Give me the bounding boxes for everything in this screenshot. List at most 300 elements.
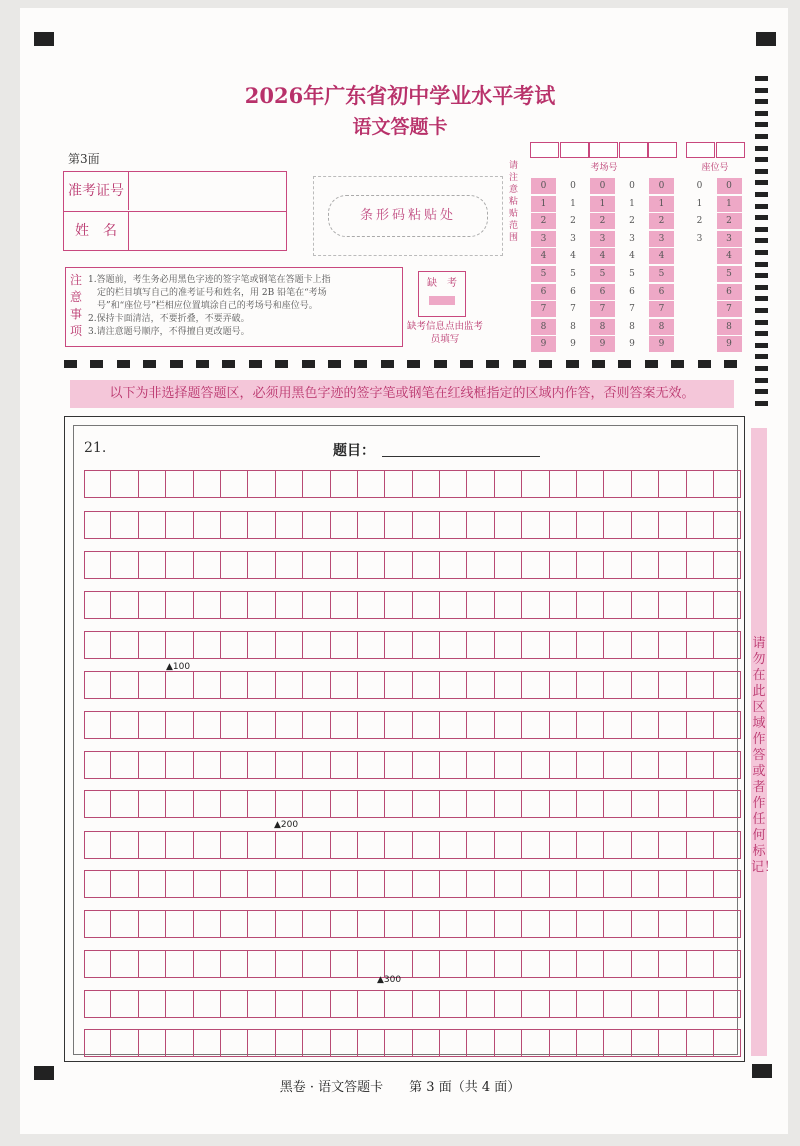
grid-cell[interactable] [440, 751, 467, 779]
exam-room-digit-bubble[interactable]: 2 [570, 216, 576, 227]
exam-room-digit-bubble[interactable]: 8 [570, 321, 576, 332]
exam-room-digit-bubble[interactable]: 3 [570, 233, 576, 244]
grid-cell[interactable] [687, 790, 714, 818]
grid-cell[interactable] [221, 551, 248, 579]
grid-row[interactable] [84, 511, 741, 539]
grid-cell[interactable] [604, 551, 631, 579]
exam-room-digit-bubble[interactable]: 2 [531, 213, 556, 229]
grid-cell[interactable] [495, 591, 522, 619]
exam-room-digit-bubble[interactable]: 7 [649, 301, 674, 317]
grid-cell[interactable] [84, 790, 111, 818]
grid-cell[interactable] [248, 711, 275, 739]
grid-cell[interactable] [111, 910, 138, 938]
grid-cell[interactable] [139, 950, 166, 978]
grid-cell[interactable] [84, 950, 111, 978]
grid-cell[interactable] [550, 631, 577, 659]
grid-row[interactable] [84, 831, 741, 859]
grid-cell[interactable] [194, 870, 221, 898]
grid-cell[interactable] [331, 910, 358, 938]
grid-cell[interactable] [194, 950, 221, 978]
exam-room-digit-bubble[interactable]: 0 [570, 181, 576, 191]
grid-cell[interactable] [522, 1029, 549, 1057]
grid-cell[interactable] [111, 831, 138, 859]
grid-cell[interactable] [632, 1029, 659, 1057]
grid-cell[interactable] [413, 831, 440, 859]
grid-cell[interactable] [467, 831, 494, 859]
grid-cell[interactable] [111, 751, 138, 779]
grid-cell[interactable] [139, 751, 166, 779]
exam-room-digit-bubble[interactable]: 8 [531, 319, 556, 335]
grid-cell[interactable] [687, 551, 714, 579]
grid-cell[interactable] [331, 671, 358, 699]
grid-cell[interactable] [331, 551, 358, 579]
grid-cell[interactable] [440, 910, 467, 938]
grid-cell[interactable] [303, 671, 330, 699]
grid-cell[interactable] [659, 751, 686, 779]
grid-cell[interactable] [139, 910, 166, 938]
grid-cell[interactable] [687, 671, 714, 699]
grid-cell[interactable] [550, 950, 577, 978]
grid-cell[interactable] [385, 950, 412, 978]
grid-row[interactable] [84, 790, 741, 818]
grid-cell[interactable] [194, 910, 221, 938]
grid-cell[interactable] [276, 950, 303, 978]
grid-cell[interactable] [495, 751, 522, 779]
grid-cell[interactable] [385, 711, 412, 739]
grid-cell[interactable] [495, 511, 522, 539]
grid-cell[interactable] [84, 1029, 111, 1057]
exam-room-digit-bubble[interactable]: 3 [629, 233, 635, 244]
grid-cell[interactable] [577, 591, 604, 619]
grid-cell[interactable] [111, 711, 138, 739]
grid-cell[interactable] [495, 470, 522, 498]
grid-cell[interactable] [714, 631, 741, 659]
grid-cell[interactable] [139, 790, 166, 818]
grid-cell[interactable] [221, 831, 248, 859]
grid-cell[interactable] [714, 591, 741, 619]
grid-cell[interactable] [577, 950, 604, 978]
grid-cell[interactable] [248, 511, 275, 539]
grid-cell[interactable] [248, 990, 275, 1018]
grid-row[interactable] [84, 470, 741, 498]
grid-cell[interactable] [687, 631, 714, 659]
grid-cell[interactable] [111, 790, 138, 818]
grid-cell[interactable] [331, 591, 358, 619]
grid-cell[interactable] [166, 631, 193, 659]
grid-cell[interactable] [714, 470, 741, 498]
grid-cell[interactable] [495, 711, 522, 739]
exam-room-digit-bubble[interactable]: 7 [531, 301, 556, 317]
grid-cell[interactable] [467, 870, 494, 898]
exam-room-digit-bubble[interactable]: 1 [649, 196, 674, 212]
grid-cell[interactable] [604, 711, 631, 739]
grid-cell[interactable] [331, 950, 358, 978]
grid-row[interactable] [84, 950, 741, 978]
exam-room-digit-bubble[interactable]: 3 [590, 231, 615, 247]
grid-cell[interactable] [440, 790, 467, 818]
grid-cell[interactable] [522, 631, 549, 659]
grid-cell[interactable] [467, 1029, 494, 1057]
grid-cell[interactable] [604, 1029, 631, 1057]
grid-cell[interactable] [385, 631, 412, 659]
exam-room-digit-bubble[interactable]: 4 [590, 248, 615, 264]
grid-cell[interactable] [604, 910, 631, 938]
grid-cell[interactable] [194, 631, 221, 659]
grid-cell[interactable] [550, 831, 577, 859]
exam-room-digit-bubble[interactable]: 8 [649, 319, 674, 335]
grid-cell[interactable] [550, 551, 577, 579]
grid-cell[interactable] [139, 591, 166, 619]
grid-cell[interactable] [111, 990, 138, 1018]
grid-cell[interactable] [303, 950, 330, 978]
grid-cell[interactable] [550, 470, 577, 498]
exam-room-digit-bubble[interactable]: 8 [590, 319, 615, 335]
grid-cell[interactable] [248, 470, 275, 498]
grid-cell[interactable] [413, 671, 440, 699]
grid-cell[interactable] [139, 631, 166, 659]
exam-room-write-cell[interactable] [560, 142, 589, 158]
grid-cell[interactable] [522, 790, 549, 818]
grid-cell[interactable] [221, 751, 248, 779]
grid-cell[interactable] [467, 790, 494, 818]
grid-cell[interactable] [248, 831, 275, 859]
grid-cell[interactable] [467, 631, 494, 659]
exam-room-digit-bubble[interactable]: 6 [570, 286, 576, 297]
exam-room-digit-bubble[interactable]: 3 [531, 231, 556, 247]
seat-digit-bubble[interactable]: 6 [717, 284, 742, 300]
seat-digit-bubble[interactable]: 2 [696, 216, 703, 227]
exam-room-write-cell[interactable] [648, 142, 677, 158]
grid-row[interactable] [84, 910, 741, 938]
grid-cell[interactable] [550, 711, 577, 739]
grid-cell[interactable] [194, 831, 221, 859]
grid-cell[interactable] [413, 470, 440, 498]
grid-cell[interactable] [632, 751, 659, 779]
seat-digit-bubble[interactable]: 3 [696, 233, 703, 244]
exam-room-digit-bubble[interactable]: 8 [629, 321, 635, 332]
grid-cell[interactable] [358, 470, 385, 498]
grid-cell[interactable] [413, 711, 440, 739]
grid-cell[interactable] [714, 551, 741, 579]
grid-cell[interactable] [166, 870, 193, 898]
grid-cell[interactable] [550, 671, 577, 699]
grid-cell[interactable] [495, 950, 522, 978]
grid-cell[interactable] [632, 551, 659, 579]
grid-cell[interactable] [714, 671, 741, 699]
grid-cell[interactable] [111, 1029, 138, 1057]
grid-cell[interactable] [550, 1029, 577, 1057]
grid-cell[interactable] [194, 711, 221, 739]
grid-cell[interactable] [522, 831, 549, 859]
grid-cell[interactable] [659, 870, 686, 898]
grid-cell[interactable] [467, 511, 494, 539]
grid-cell[interactable] [194, 990, 221, 1018]
grid-cell[interactable] [221, 631, 248, 659]
grid-cell[interactable] [659, 790, 686, 818]
grid-cell[interactable] [166, 591, 193, 619]
grid-cell[interactable] [467, 910, 494, 938]
grid-cell[interactable] [248, 910, 275, 938]
grid-cell[interactable] [276, 831, 303, 859]
exam-room-digit-bubble[interactable]: 2 [590, 213, 615, 229]
grid-cell[interactable] [111, 870, 138, 898]
grid-cell[interactable] [632, 631, 659, 659]
grid-cell[interactable] [276, 711, 303, 739]
grid-cell[interactable] [632, 591, 659, 619]
seat-digit-bubble[interactable]: 4 [717, 248, 742, 264]
exam-room-digit-bubble[interactable]: 6 [531, 284, 556, 300]
grid-cell[interactable] [467, 591, 494, 619]
exam-room-digit-bubble[interactable]: 2 [629, 216, 635, 227]
grid-cell[interactable] [248, 671, 275, 699]
grid-cell[interactable] [522, 591, 549, 619]
grid-cell[interactable] [221, 990, 248, 1018]
grid-cell[interactable] [440, 990, 467, 1018]
exam-room-digit-bubble[interactable]: 1 [629, 198, 635, 209]
grid-cell[interactable] [194, 551, 221, 579]
grid-cell[interactable] [276, 511, 303, 539]
exam-room-digit-bubble[interactable]: 0 [629, 181, 635, 191]
grid-cell[interactable] [84, 511, 111, 539]
exam-room-digit-bubble[interactable]: 4 [649, 248, 674, 264]
grid-cell[interactable] [84, 870, 111, 898]
exam-room-digit-bubble[interactable]: 9 [590, 336, 615, 352]
grid-cell[interactable] [221, 910, 248, 938]
exam-room-digit-bubble[interactable]: 7 [629, 304, 635, 315]
grid-cell[interactable] [303, 910, 330, 938]
grid-cell[interactable] [632, 511, 659, 539]
grid-cell[interactable] [358, 950, 385, 978]
grid-cell[interactable] [522, 910, 549, 938]
grid-cell[interactable] [385, 671, 412, 699]
grid-cell[interactable] [276, 910, 303, 938]
grid-cell[interactable] [84, 631, 111, 659]
grid-cell[interactable] [358, 910, 385, 938]
grid-cell[interactable] [303, 631, 330, 659]
grid-row[interactable] [84, 671, 741, 699]
grid-cell[interactable] [550, 790, 577, 818]
grid-cell[interactable] [495, 831, 522, 859]
exam-room-digit-bubble[interactable]: 9 [649, 336, 674, 352]
exam-room-digit-bubble[interactable]: 5 [570, 269, 576, 279]
grid-row[interactable] [84, 551, 741, 579]
grid-cell[interactable] [331, 990, 358, 1018]
grid-cell[interactable] [522, 950, 549, 978]
grid-cell[interactable] [522, 990, 549, 1018]
grid-cell[interactable] [577, 551, 604, 579]
grid-cell[interactable] [604, 511, 631, 539]
grid-cell[interactable] [385, 511, 412, 539]
grid-cell[interactable] [714, 910, 741, 938]
grid-cell[interactable] [467, 950, 494, 978]
grid-cell[interactable] [550, 591, 577, 619]
grid-cell[interactable] [632, 790, 659, 818]
seat-digit-bubble[interactable]: 5 [717, 266, 742, 282]
grid-cell[interactable] [577, 671, 604, 699]
grid-cell[interactable] [495, 870, 522, 898]
grid-cell[interactable] [166, 910, 193, 938]
grid-cell[interactable] [84, 751, 111, 779]
grid-cell[interactable] [84, 711, 111, 739]
grid-cell[interactable] [194, 790, 221, 818]
grid-cell[interactable] [714, 870, 741, 898]
grid-cell[interactable] [166, 950, 193, 978]
grid-cell[interactable] [194, 591, 221, 619]
exam-room-digit-bubble[interactable]: 6 [629, 286, 635, 297]
grid-cell[interactable] [577, 711, 604, 739]
grid-cell[interactable] [385, 470, 412, 498]
grid-cell[interactable] [413, 870, 440, 898]
grid-cell[interactable] [248, 591, 275, 619]
grid-cell[interactable] [385, 1029, 412, 1057]
grid-cell[interactable] [194, 1029, 221, 1057]
grid-cell[interactable] [248, 631, 275, 659]
grid-cell[interactable] [166, 831, 193, 859]
grid-cell[interactable] [413, 591, 440, 619]
name-row[interactable] [64, 211, 286, 250]
grid-cell[interactable] [331, 511, 358, 539]
grid-cell[interactable] [413, 950, 440, 978]
grid-cell[interactable] [84, 831, 111, 859]
grid-cell[interactable] [331, 1029, 358, 1057]
grid-cell[interactable] [604, 671, 631, 699]
grid-cell[interactable] [550, 990, 577, 1018]
grid-cell[interactable] [604, 790, 631, 818]
grid-cell[interactable] [276, 591, 303, 619]
grid-cell[interactable] [687, 831, 714, 859]
exam-room-digit-bubble[interactable]: 4 [531, 248, 556, 264]
grid-cell[interactable] [495, 551, 522, 579]
exam-room-digit-bubble[interactable]: 1 [570, 198, 576, 209]
grid-cell[interactable] [194, 751, 221, 779]
grid-cell[interactable] [714, 831, 741, 859]
grid-cell[interactable] [659, 591, 686, 619]
grid-cell[interactable] [577, 470, 604, 498]
grid-cell[interactable] [495, 990, 522, 1018]
grid-cell[interactable] [632, 990, 659, 1018]
grid-cell[interactable] [358, 511, 385, 539]
seat-write-cell[interactable] [686, 142, 715, 158]
exam-room-digit-bubble[interactable]: 9 [531, 336, 556, 352]
grid-cell[interactable] [440, 511, 467, 539]
grid-cell[interactable] [413, 511, 440, 539]
grid-cell[interactable] [166, 511, 193, 539]
grid-cell[interactable] [303, 990, 330, 1018]
grid-cell[interactable] [714, 751, 741, 779]
grid-cell[interactable] [659, 990, 686, 1018]
grid-cell[interactable] [659, 1029, 686, 1057]
exam-room-digit-bubble[interactable]: 0 [531, 178, 556, 194]
grid-cell[interactable] [111, 950, 138, 978]
grid-cell[interactable] [714, 711, 741, 739]
grid-cell[interactable] [221, 511, 248, 539]
grid-cell[interactable] [248, 790, 275, 818]
grid-cell[interactable] [166, 711, 193, 739]
grid-cell[interactable] [248, 551, 275, 579]
grid-cell[interactable] [604, 990, 631, 1018]
grid-cell[interactable] [303, 551, 330, 579]
grid-cell[interactable] [276, 790, 303, 818]
seat-digit-bubble[interactable]: 9 [717, 336, 742, 352]
grid-cell[interactable] [276, 671, 303, 699]
exam-room-digit-bubble[interactable]: 5 [649, 266, 674, 282]
grid-cell[interactable] [413, 751, 440, 779]
grid-cell[interactable] [276, 470, 303, 498]
grid-cell[interactable] [550, 511, 577, 539]
grid-cell[interactable] [166, 1029, 193, 1057]
grid-cell[interactable] [276, 751, 303, 779]
grid-cell[interactable] [659, 831, 686, 859]
grid-cell[interactable] [139, 1029, 166, 1057]
grid-cell[interactable] [440, 711, 467, 739]
grid-cell[interactable] [522, 470, 549, 498]
absent-box[interactable] [418, 271, 466, 317]
grid-cell[interactable] [358, 790, 385, 818]
grid-cell[interactable] [577, 511, 604, 539]
grid-cell[interactable] [166, 470, 193, 498]
exam-room-digit-bubble[interactable]: 7 [570, 304, 576, 315]
absent-bubble[interactable] [429, 296, 455, 305]
exam-room-digit-bubble[interactable]: 9 [629, 339, 635, 350]
grid-cell[interactable] [577, 831, 604, 859]
grid-cell[interactable] [659, 511, 686, 539]
grid-cell[interactable] [221, 1029, 248, 1057]
grid-cell[interactable] [139, 671, 166, 699]
grid-cell[interactable] [84, 470, 111, 498]
grid-cell[interactable] [687, 751, 714, 779]
grid-cell[interactable] [331, 831, 358, 859]
grid-cell[interactable] [604, 831, 631, 859]
grid-cell[interactable] [303, 870, 330, 898]
grid-cell[interactable] [522, 671, 549, 699]
grid-cell[interactable] [577, 751, 604, 779]
exam-room-digit-bubble[interactable]: 5 [531, 266, 556, 282]
grid-cell[interactable] [687, 511, 714, 539]
grid-cell[interactable] [166, 990, 193, 1018]
grid-cell[interactable] [358, 591, 385, 619]
grid-cell[interactable] [221, 950, 248, 978]
grid-cell[interactable] [331, 631, 358, 659]
exam-room-digit-bubble[interactable]: 1 [590, 196, 615, 212]
grid-cell[interactable] [248, 1029, 275, 1057]
grid-cell[interactable] [440, 591, 467, 619]
grid-cell[interactable] [577, 790, 604, 818]
grid-cell[interactable] [111, 671, 138, 699]
grid-cell[interactable] [413, 551, 440, 579]
grid-cell[interactable] [111, 551, 138, 579]
grid-cell[interactable] [632, 711, 659, 739]
grid-cell[interactable] [166, 671, 193, 699]
grid-cell[interactable] [604, 950, 631, 978]
grid-cell[interactable] [522, 870, 549, 898]
exam-room-digit-bubble[interactable]: 6 [649, 284, 674, 300]
grid-cell[interactable] [358, 551, 385, 579]
grid-cell[interactable] [659, 910, 686, 938]
grid-cell[interactable] [84, 551, 111, 579]
grid-cell[interactable] [604, 591, 631, 619]
grid-cell[interactable] [440, 671, 467, 699]
exam-room-write-cell[interactable] [619, 142, 648, 158]
grid-cell[interactable] [331, 470, 358, 498]
grid-cell[interactable] [358, 671, 385, 699]
grid-row[interactable] [84, 870, 741, 898]
grid-cell[interactable] [276, 631, 303, 659]
grid-cell[interactable] [632, 870, 659, 898]
grid-cell[interactable] [358, 990, 385, 1018]
grid-cell[interactable] [413, 790, 440, 818]
topic-input-line[interactable] [382, 456, 540, 457]
grid-cell[interactable] [467, 551, 494, 579]
